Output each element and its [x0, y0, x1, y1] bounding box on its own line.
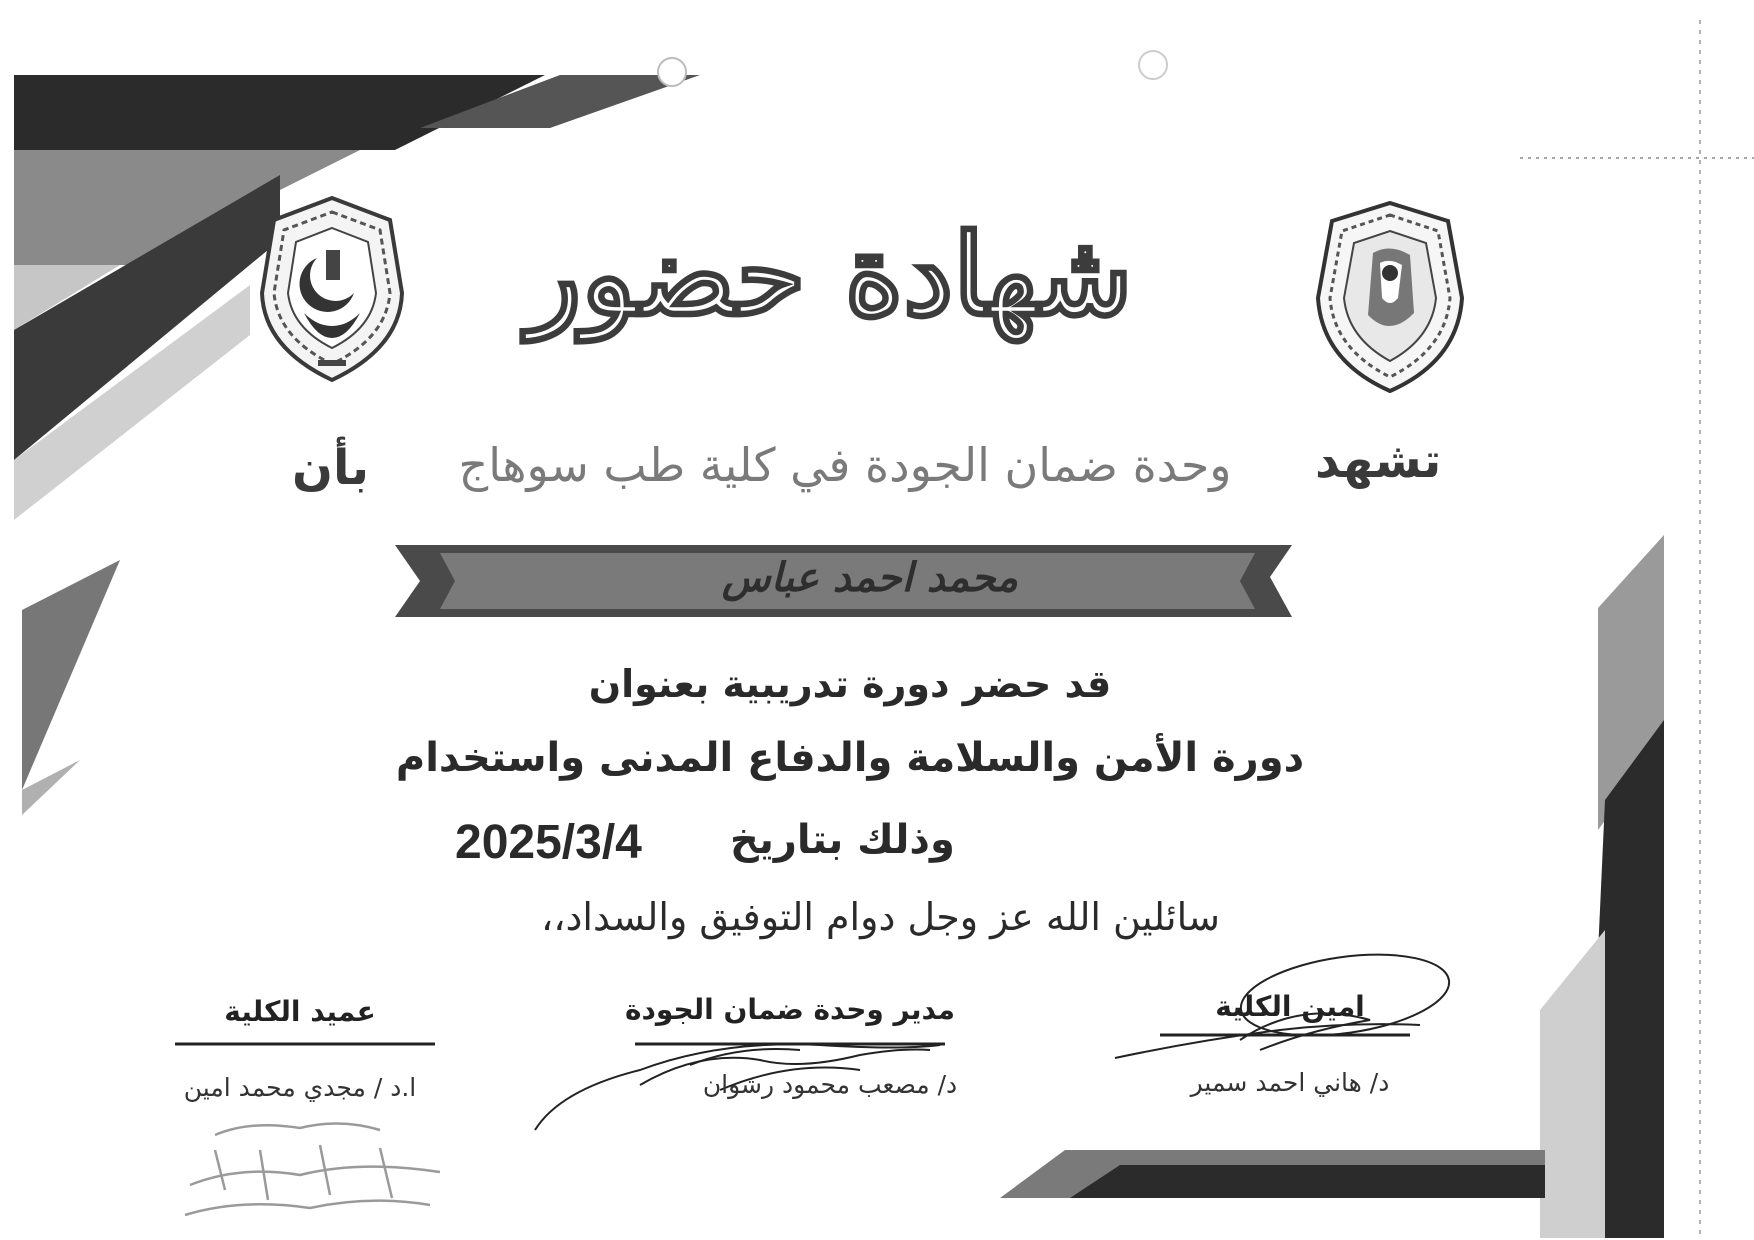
- sohag-university-emblem-icon: [1318, 203, 1462, 391]
- faculty-of-medicine-emblem-icon: [262, 198, 402, 380]
- signatory-title-quality-director: مدير وحدة ضمان الجودة: [625, 993, 955, 1026]
- bottom-stripes: [1000, 1150, 1545, 1198]
- signatory-title-dean: عميد الكلية: [224, 995, 376, 1028]
- issuer-name: وحدة ضمان الجودة في كلية طب سوهاج: [458, 438, 1232, 492]
- right-stripes: [1540, 535, 1664, 1238]
- signatory-name-secretary: د/ هاني احمد سمير: [1190, 1068, 1390, 1097]
- date-label: وذلك بتاريخ: [730, 817, 955, 863]
- closing-line: سائلين الله عز وجل دوام التوفيق والسداد،،: [540, 895, 1220, 939]
- course-title: دورة الأمن والسلامة والدفاع المدنى واستخدام: [395, 735, 1305, 781]
- date-value: 2025/3/4: [455, 816, 642, 869]
- signatory-name-quality-director: د/ مصعب محمود رشوان: [702, 1070, 958, 1099]
- signatory-title-secretary: امين الكلية: [1215, 990, 1365, 1023]
- attendance-line: قد حضر دورة تدريبية بعنوان: [588, 662, 1112, 706]
- intro-start-word: تشهد: [1315, 433, 1442, 489]
- handwritten-signatures: [535, 943, 1454, 1130]
- recipient-name: محمد احمد عباس: [721, 555, 1019, 601]
- certificate-title: شهادة حضور: [527, 210, 1133, 341]
- signatory-name-dean: ا.د / مجدي محمد امين: [183, 1073, 417, 1102]
- dean-stamp: [185, 1123, 440, 1215]
- intro-end-word: بأن: [292, 440, 370, 496]
